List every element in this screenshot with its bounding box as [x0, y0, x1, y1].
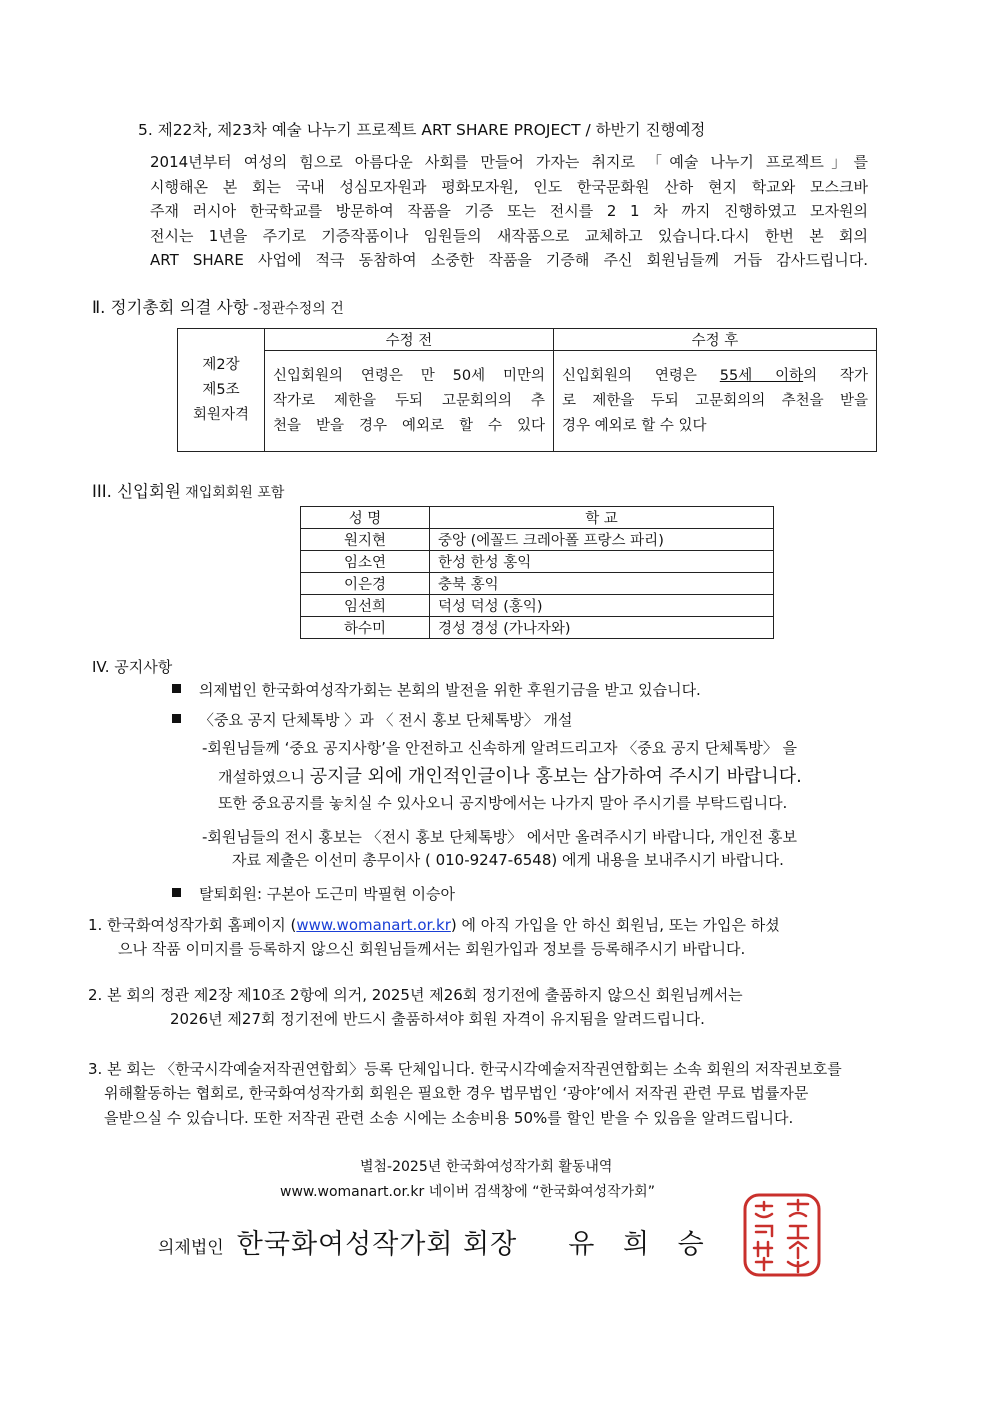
section5-line: 2014년부터 여성의 힘으로 아름다운 사회를 만들어 가자는 취지로 「예술 나누기 프로젝트」를	[150, 153, 868, 171]
notice-1	[88, 914, 780, 935]
website-line: www.womanart.or.kr 네이버 검색창에 “한국화여성작가회”	[280, 1184, 655, 1200]
square-bullet-icon	[172, 714, 181, 723]
notice-3-line3: 을받으실 수 있습니다. 또한 저작권 관련 소송 시에는 소송비용 50%를 할인 받을 수 있음을 알려드립니다.	[104, 1109, 794, 1127]
table-row	[301, 551, 774, 573]
member-name: 임소연	[301, 551, 430, 573]
notice-text: ) 에 아직 가입을 안 하신 회원님, 또는 가입은 하셨	[450, 916, 780, 934]
before-cell	[265, 351, 554, 452]
notice-dash-line	[218, 762, 802, 788]
notice-2: 2. 본 회의 정관 제2장 제10조 2항에 의거, 2025년 제26회 정기전에 출품하지 않으신 회원님께서는	[88, 986, 743, 1004]
notice-3-line2: 위해활동하는 협회로, 한국화여성작가회 회원은 필요한 경우 법무법인 ‘광야’에서 저작권 관련 무료 법률자문	[104, 1084, 809, 1102]
column-name-header: 성 명	[301, 507, 430, 529]
table-row	[301, 573, 774, 595]
bullet-text: 의제법인 한국화여성작가회는 본회의 발전을 위한 후원기금을 받고 있습니다.	[199, 681, 701, 699]
member-name: 원지현	[301, 529, 430, 551]
column-school-header: 학 교	[430, 507, 774, 529]
member-school: 경성 경성 (가나자와)	[430, 617, 774, 639]
section5-line: 전시는 1년을 주기로 기증작품이나 임원들의 새작품으로 교체하고 있습니다.다시 한번 본 회의	[150, 226, 868, 245]
member-school: 한성 한성 홍익	[430, 551, 774, 573]
before-line: 신입회원의 연령은 만 50세 미만의	[273, 367, 545, 384]
before-line: 작가로 제한을 두되 고문회의의 추	[273, 392, 545, 409]
article-line: 회원자격	[192, 406, 250, 423]
notice-dash-line: 또한 중요공지를 놓치실 수 있사오니 공지방에서는 나가지 말아 주시기를 부탁드립니다.	[218, 794, 788, 812]
section3-title: III. 신입회원	[92, 482, 181, 501]
notice-3: 3. 본 회는 〈한국시각예술저작권연합회〉등록 단체입니다. 한국시각예술저작권연합회는 소속 회원의 저작권보호를	[88, 1060, 842, 1078]
signature-line	[158, 1222, 714, 1261]
member-name: 이은경	[301, 573, 430, 595]
after-first-line	[562, 364, 868, 389]
square-bullet-icon	[172, 888, 181, 897]
after-line: 경우 예외로 할 수 있다	[562, 417, 707, 434]
homepage-link[interactable]: www.womanart.or.kr	[296, 916, 451, 934]
square-bullet-icon	[172, 684, 181, 693]
after-line: 로 제한을 두되 고문회의의 추천을 받을	[562, 392, 868, 409]
notice-dash-line: -회원님들의 전시 홍보는 〈전시 홍보 단체톡방〉 에서만 올려주시기 바랍니다, 개인전 홍보	[202, 828, 798, 846]
after-cell	[554, 351, 877, 452]
section5-line: 시행해온 본 회는 국내 성심모자원과 평화모자원, 인도 한국문화원 산하 현지 학교와 모스크바	[150, 177, 868, 196]
notice-bullet	[172, 883, 455, 904]
notice-dash-line: 자료 제출은 이선미 총무이사 ( 010-9247-6548) 에게 내용을 보내주시기 바랍니다.	[232, 851, 784, 869]
section5-title: 5. 제22차, 제23차 예술 나누기 프로젝트 ART SHARE PROJECT / 하반기 진행예정	[138, 121, 706, 139]
notice-2-line2: 2026년 제27회 정기전에 반드시 출품하셔야 회원 자격이 유지됨을 알려드립니다.	[170, 1010, 705, 1028]
president-name: 유 희 승	[568, 1229, 714, 1260]
member-school: 덕성 덕성 (홍익)	[430, 595, 774, 617]
notice-dash-line: -회원님들께 ‘중요 공지사항’을 안전하고 신속하게 알려드리고자 〈중요 공지 단체톡방〉 을	[202, 739, 798, 757]
section2-heading	[92, 294, 344, 318]
section2-title: Ⅱ. 정기총회 의결 사항	[92, 298, 249, 317]
article-cell	[178, 329, 265, 452]
org-prefix: 의제법인	[158, 1238, 224, 1258]
before-line: 천을 받을 경우 예외로 할 수 있다	[273, 417, 545, 434]
member-school: 충북 홍익	[430, 573, 774, 595]
table-row	[301, 595, 774, 617]
section3-subtitle: 재입회회원 포함	[180, 485, 285, 501]
notice-bullet	[172, 709, 572, 730]
member-name: 임선희	[301, 595, 430, 617]
section2-subtitle: -정관수정의 건	[248, 301, 344, 317]
header-after: 수정 후	[554, 329, 877, 351]
notice-text: 1. 한국화여성작가회 홈페이지 (	[88, 916, 297, 934]
table-row	[301, 529, 774, 551]
notice-1-line2: 으나 작품 이미지를 등록하지 않으신 회원님들께서는 회원가입과 정보를 등록해주시기 바랍니다.	[118, 940, 746, 958]
after-underlined-age: 55세 이하	[719, 367, 804, 384]
article-line: 제5조	[202, 381, 240, 398]
section5-line: ART SHARE 사업에 적극 동참하여 소중한 작품을 기증해 주신 회원님들께 거듭 감사드립니다.	[150, 251, 868, 269]
new-members-table	[300, 506, 774, 639]
section4-title: IV. 공지사항	[92, 658, 173, 676]
bullet-text: 〈중요 공지 단체톡방 〉과 〈 전시 홍보 단체톡방〉 개설	[199, 711, 573, 729]
article-line: 제2장	[202, 356, 240, 373]
section5-line: 주재 러시아 한국학교를 방문하여 작품을 기증 또는 전시를 2 1 차 까지 진행하였고 모자원의	[150, 202, 868, 220]
after-post: 의 작가	[803, 367, 868, 384]
section3-heading	[92, 478, 284, 502]
header-before: 수정 전	[265, 329, 554, 351]
dash-emphasis-text: 공지글 외에 개인적인글이나 홍보는 삼가하여 주시기 바랍니다.	[309, 766, 802, 787]
bullet-text: 탈퇴회원: 구본아 도근미 박필현 이승아	[199, 885, 455, 903]
member-name: 하수미	[301, 617, 430, 639]
table-row	[301, 617, 774, 639]
section5-body	[150, 150, 868, 273]
official-seal-icon	[742, 1192, 822, 1278]
dash-text: 개설하였으니	[218, 768, 310, 786]
org-name: 한국화여성작가회 회장	[236, 1229, 518, 1260]
after-pre: 신입회원의 연령은	[562, 367, 720, 384]
attachment-note: 별첨-2025년 한국화여성작가회 활동내역	[360, 1159, 613, 1175]
notice-bullet	[172, 679, 701, 700]
member-school: 중앙 (에꼴드 크레아폴 프랑스 파리)	[430, 529, 774, 551]
bylaw-amendment-table	[177, 328, 877, 452]
